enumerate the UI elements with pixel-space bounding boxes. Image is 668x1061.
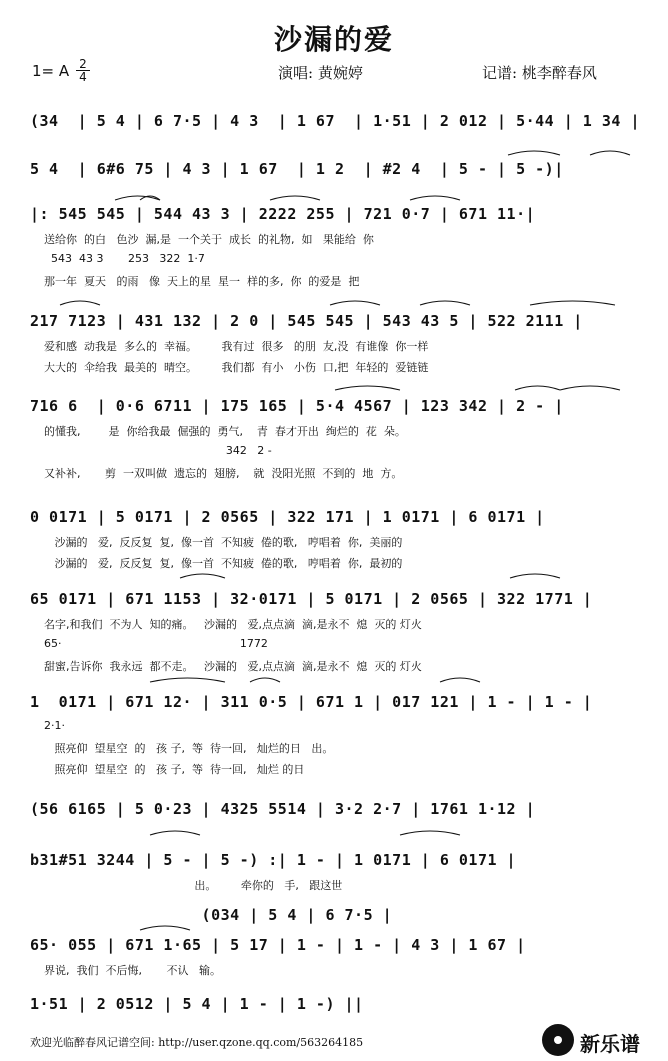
lyric-line: 又补补, 剪 一双叫做 遗忘的 翅膀, 就 没阳光照 不到的 地 方。 [44,467,403,480]
notation-line: 716 6 | 0·6 6711 | 175 165 | 5·4 4567 | 123 342 | 2 - | [30,397,564,415]
lyric-line: 界说, 我们 不后悔, 不认 输。 [44,964,221,977]
lyric-line: 出。 牵你的 手, 跟这世 [44,879,343,892]
lyric-line: 送给你 的白 色沙 漏,是 一个关于 成长 的礼物, 如 果能给 你 [44,233,374,246]
lyric-line: 2·1· [44,719,65,732]
singer-credit: 演唱: 黄婉婷 [278,64,363,82]
slur-arc [410,196,460,200]
footer-credit[interactable]: 欢迎光临醉春风记谱空间: http://user.qzone.qq.com/563264185 [30,1036,364,1049]
notation-line: b31#51 3244 | 5 - | 5 -) :| 1 - | 1 0171 | 6 0171 | [30,851,517,869]
slur-arc [515,386,560,390]
lyric-line: 那一年 夏天 的雨 像 天上的星 星一 样的多, 你 的爱是 把 [44,275,360,288]
notation-line: 1 0171 | 671 12· | 311 0·5 | 671 1 | 017 121 | 1 - | 1 - | [30,693,593,711]
slur-arc [510,574,560,578]
lyric-line: 的懂我, 是 你给我最 倔强的 勇气, 青 春才开出 绚烂的 花 朵。 [44,425,406,438]
key-signature: 1= A [32,62,70,80]
lyric-line: 65· 1772 [44,637,268,650]
notation-line: 217 7123 | 431 132 | 2 0 | 545 545 | 543 43 5 | 522 2111 | [30,312,583,330]
notation-line: 65 0171 | 671 1153 | 32·0171 | 5 0171 | 2 0565 | 322 1771 | [30,590,593,608]
slur-arc [140,926,190,930]
slur-arc [560,386,620,390]
notation-line: 1·51 | 2 0512 | 5 4 | 1 - | 1 -) || [30,995,364,1013]
lyric-line: 名字,和我们 不为人 知的痛。 沙漏的 爱,点点滴 滴,是永不 熄 灭的 灯火 [44,618,422,631]
song-title: 沙漏的爱 [273,23,394,56]
slur-arc [440,678,480,682]
slur-arc [330,301,380,305]
lyric-line: 爱和感 动我是 多么的 幸福。 我有过 很多 的朋 友,没 有谁像 你一样 [44,340,429,353]
slur-arc [180,574,225,578]
notator-credit: 记谱: 桃李醉春风 [482,64,597,82]
notation-line: 0 0171 | 5 0171 | 2 0565 | 322 171 | 1 0171 | 6 0171 | [30,508,545,526]
lyric-line: 照亮仰 望星空 的 孩 子, 等 待一回, 灿烂 的日 [44,763,305,776]
meter-top: 2 [79,57,87,71]
slur-arc [530,301,615,305]
slur-arc [508,151,560,155]
logo-text: 新乐谱 [580,1032,640,1056]
lyric-line: 照亮仰 望星空 的 孩 子, 等 待一回, 灿烂的日 出。 [44,742,334,755]
slur-arc [335,386,400,390]
lyric-line: 342 2 - [44,444,272,457]
lyric-line: 大大的 伞给我 最美的 晴空。 我们都 有小 小伤 口,把 年轻的 爱链链 [44,361,429,374]
notation-line: 65· 055 | 671 1·65 | 5 17 | 1 - | 1 - | 4 3 | 1 67 | [30,936,526,954]
lyric-line: 甜蜜,告诉你 我永远 都不走。 沙漏的 爱,点点滴 滴,是永不 熄 灭的 灯火 [44,660,422,673]
slur-arc [250,678,280,682]
notation-line: 5 4 | 6#6 75 | 4 3 | 1 67 | 1 2 | #2 4 | 5 - | 5 -)| [30,160,564,178]
slur-arc [590,151,630,155]
slur-arc [150,831,200,835]
notation-line: |: 545 545 | 544 43 3 | 2222 255 | 721 0·7 | 671 11·| [30,205,536,223]
notation-line: (034 | 5 4 | 6 7·5 | [30,906,393,924]
lyric-line: 沙漏的 爱, 反反复 复, 像一首 不知疲 倦的歌, 哼唱着 你, 美丽的 [44,536,403,549]
lyric-line: 543 43 3 253 322 1·7 [44,252,205,265]
slur-arc [420,301,470,305]
slur-arc [400,831,460,835]
meter-bottom: 4 [76,70,90,83]
lyric-line: 沙漏的 爱, 反反复 复, 像一首 不知疲 倦的歌, 哼唱着 你, 最初的 [44,557,403,570]
slur-arc [150,678,225,682]
notation-line: (34 | 5 4 | 6 7·5 | 4 3 | 1 67 | 1·51 | 2 012 | 5·44 | 1 34 | [30,112,640,130]
slur-arc [270,196,320,200]
notation-line: (56 6165 | 5 0·23 | 4325 5514 | 3·2 2·7 | 1761 1·12 | [30,800,536,818]
slur-arc [60,301,100,305]
